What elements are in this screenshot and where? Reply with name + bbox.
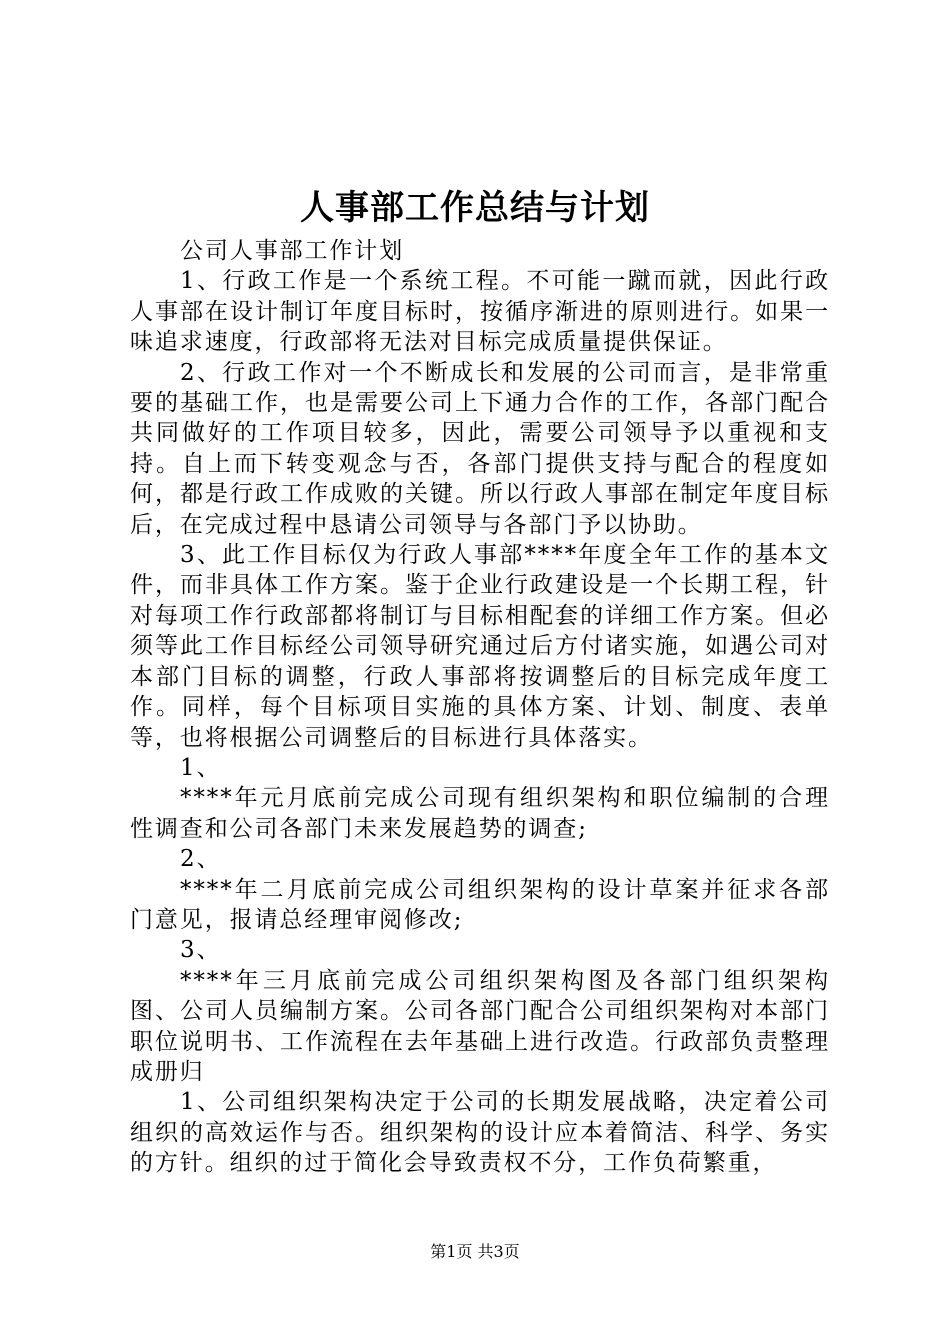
page-footer: 第1页 共3页 <box>430 1242 520 1261</box>
list-item-january: ****年元月底前完成公司现有组织架构和职位编制的合理性调查和公司各部门未来发展趋势的调查; <box>130 785 830 842</box>
paragraph-point-3: 3、此工作目标仅为行政人事部****年度全年工作的基本文件，而非具体工作方案。鉴于企业行政建设是一个长期工程，针对每项工作行政部都将制订与目标相配套的详细工作方案。但必须等此工作目标经公司领导研究通过后方付诸实施，如遇公司对本部门目标的调整，行政人事部将按调整后的目标完成年度工作。同样，每个目标项目实施的具体方案、计划、制度、表单等，也将根据公司调整后的目标进行具体落实。 <box>130 542 830 751</box>
document-title: 人事部工作总结与计划 <box>300 188 650 228</box>
list-number-3: 3、 <box>180 937 222 964</box>
paragraph-plan-heading: 公司人事部工作计划 <box>180 238 405 264</box>
list-item-march: ****年三月底前完成公司组织架构图及各部门组织架构图、公司人员编制方案。公司各部门配合公司组织架构对本部门职位说明书、工作流程在去年基础上进行改造。行政部负责整理成册归 <box>130 967 830 1085</box>
paragraph-point-2: 2、行政工作对一个不断成长和发展的公司而言，是非常重要的基础工作，也是需要公司上下通力合作的工作，各部门配合共同做好的工作项目较多，因此，需要公司领导予以重视和支持。自上而下转变观念与否，各部门提供支持与配合的程度如何，都是行政工作成败的关键。所以行政人事部在制定年度目标后，在完成过程中恳请公司领导与各部门予以协助。 <box>130 359 830 538</box>
list-number-2: 2、 <box>180 846 222 873</box>
list-item-february: ****年二月底前完成公司组织架构的设计草案并征求各部门意见，报请总经理审阅修改; <box>130 876 830 933</box>
list-number-1: 1、 <box>180 754 222 781</box>
paragraph-point-1: 1、行政工作是一个系统工程。不可能一蹴而就，因此行政人事部在设计制订年度目标时，按循序渐进的原则进行。如果一味追求速度，行政部将无法对目标完成质量提供保证。 <box>130 268 830 356</box>
document-body <box>130 236 830 1179</box>
paragraph-org-structure: 1、公司组织架构决定于公司的长期发展战略，决定着公司组织的高效运作与否。组织架构的设计应本着简洁、科学、务实的方针。组织的过于简化会导致责权不分，工作负荷繁重， <box>130 1089 830 1177</box>
